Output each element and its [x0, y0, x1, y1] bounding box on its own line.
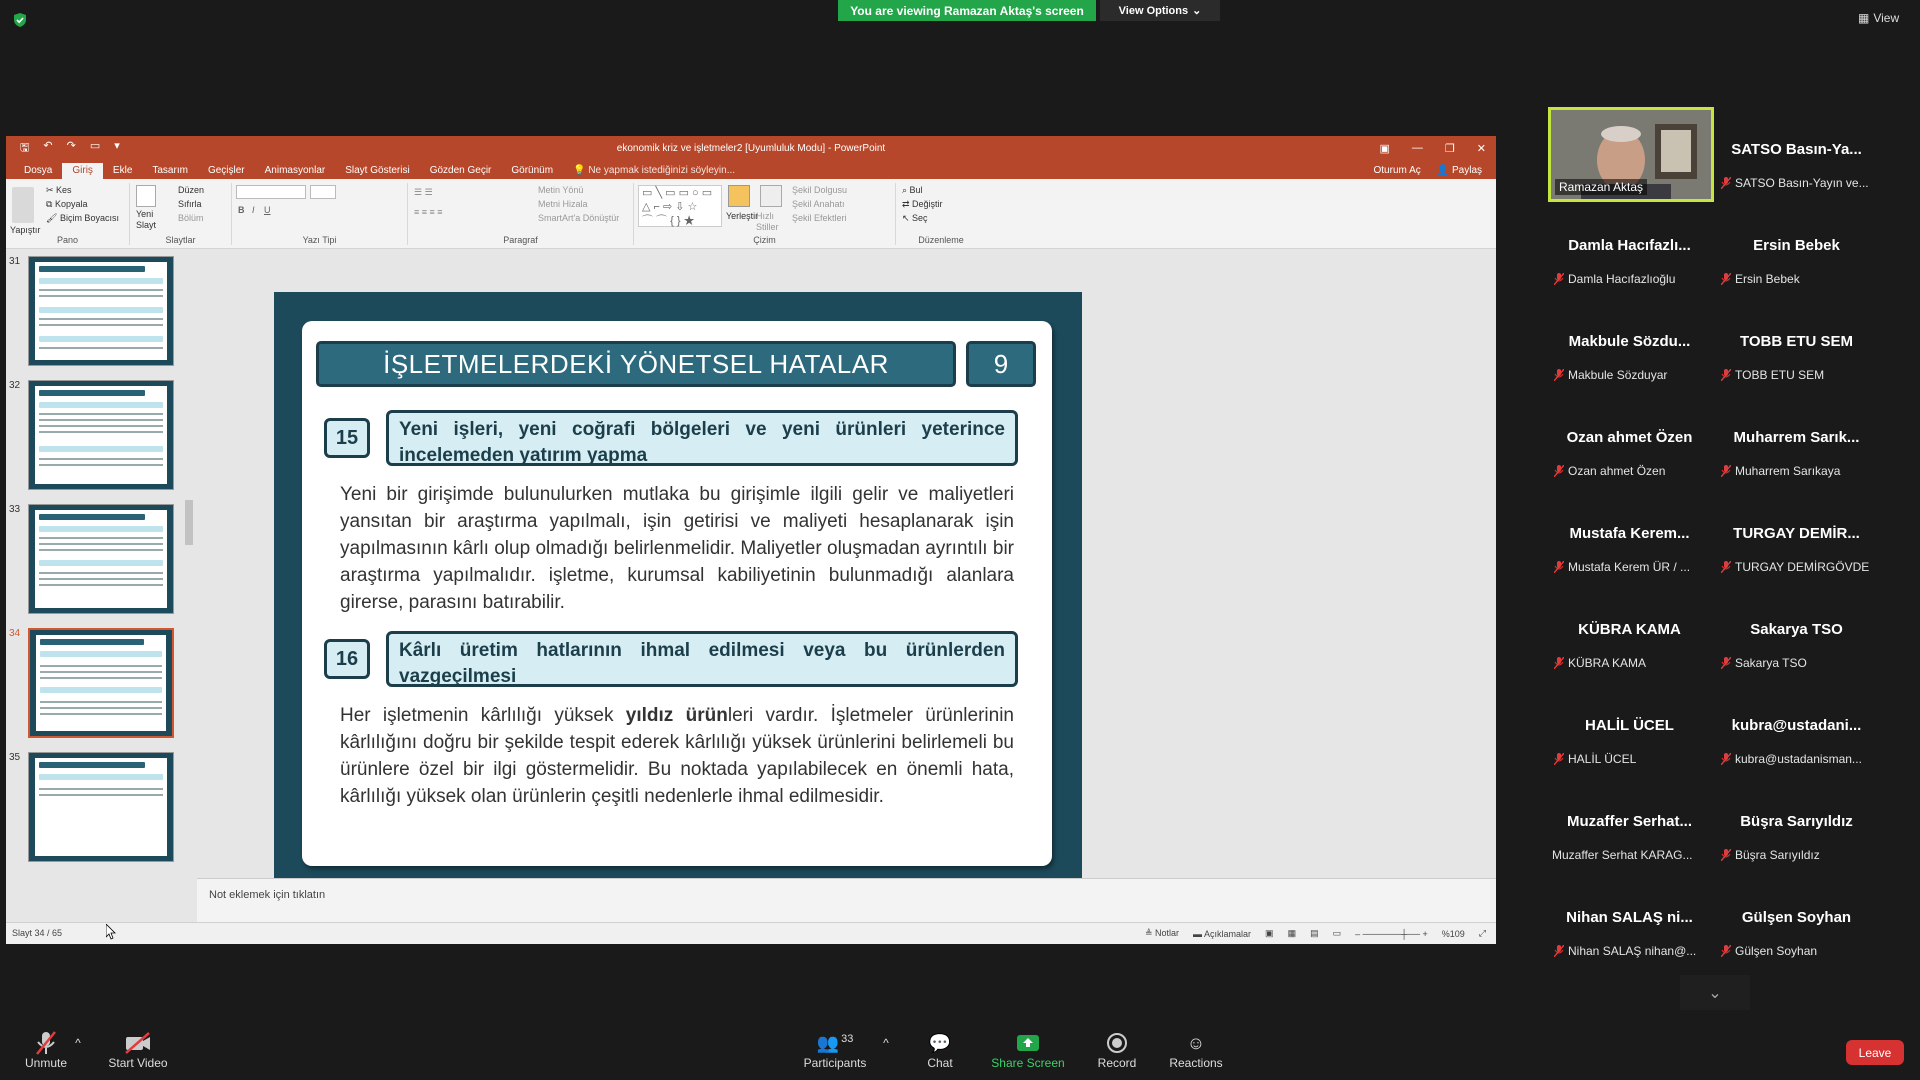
participant-name-label: Nihan SALAŞ nihan@... [1568, 944, 1697, 958]
normal-view-icon[interactable]: ▣ [1265, 928, 1274, 938]
participant-name-label: kubra@ustadanisman... [1735, 752, 1862, 766]
participant-display-name: KÜBRA KAMA [1578, 621, 1681, 638]
mic-muted-icon [1721, 369, 1731, 381]
slideshow-icon[interactable]: ▭ [89, 140, 101, 152]
mic-muted-icon [1721, 657, 1731, 669]
sorter-view-icon[interactable]: ▦ [1287, 928, 1297, 938]
thumbnail-number: 35 [9, 752, 21, 763]
thumbnail-number-selected: 34 [9, 628, 21, 639]
shape-outline-button[interactable]: Şekil Anahatı [792, 199, 845, 209]
participant-display-name: Muzaffer Serhat... [1566, 813, 1693, 830]
smiley-icon: ☺ [1186, 1032, 1206, 1053]
brush-icon: 🖌 [46, 213, 60, 223]
participant-display-name: TOBB ETU SEM [1739, 333, 1854, 350]
comment-icon: ▬ [1193, 928, 1205, 939]
participant-tile[interactable] [1548, 491, 1711, 580]
mic-muted-icon [1721, 273, 1731, 285]
new-slide-button[interactable]: Yeni Slayt [136, 209, 157, 230]
start-video-label: Start Video [108, 1056, 168, 1070]
bold-icon[interactable]: B [238, 205, 245, 215]
tab-file[interactable]: Dosya [24, 165, 53, 176]
text-direction-button[interactable]: Metin Yönü [538, 185, 584, 195]
editing-group-label: Düzenleme [918, 235, 964, 245]
leave-button[interactable]: Leave [1846, 1040, 1904, 1065]
notes-toggle[interactable] [1145, 928, 1179, 939]
video-off-icon [123, 1031, 153, 1055]
notes-pane[interactable] [197, 878, 1496, 922]
ribbon-tabs [6, 161, 1496, 179]
participant-display-name: Sakarya TSO [1750, 621, 1843, 638]
thumbnail-number: 31 [9, 256, 21, 267]
slide-thumbnails-pane [6, 250, 196, 922]
notes-label: Notlar [1155, 928, 1180, 938]
thumbnail-number: 33 [9, 504, 21, 515]
view-button-label: View [1873, 11, 1900, 25]
replace-icon: ⇄ [902, 199, 913, 209]
share-button[interactable] [1437, 165, 1482, 176]
comments-toggle[interactable] [1193, 929, 1251, 939]
view-options-label: View Options [1118, 4, 1189, 17]
participant-tile[interactable] [1548, 587, 1711, 676]
mic-muted-icon [1554, 753, 1564, 765]
minimize-icon[interactable]: — [1411, 142, 1423, 154]
layout-button[interactable]: Düzen [178, 185, 205, 195]
align-text-button[interactable]: Metni Hizala [538, 199, 588, 209]
participant-name-label: Muharrem Sarıkaya [1735, 464, 1841, 478]
tell-me-text: Ne yapmak istediğinizi söyleyin... [588, 165, 736, 176]
reactions-label: Reactions [1169, 1056, 1223, 1070]
slides-group-label: Slaytlar [165, 235, 196, 245]
chat-button[interactable] [922, 1030, 958, 1070]
chat-bubble-icon: 💬 [928, 1032, 952, 1053]
participant-display-name: kubra@ustadani... [1731, 717, 1862, 734]
section-button[interactable]: Bölüm [178, 213, 204, 223]
participants-button[interactable] [800, 1030, 870, 1070]
participant-display-name: Mustafa Kerem... [1569, 525, 1690, 542]
mic-muted-icon [1721, 849, 1731, 861]
tab-review[interactable]: Gözden Geçir [429, 165, 492, 176]
gallery-next-page-button[interactable] [1680, 975, 1750, 1010]
slide-counter: Slayt 34 / 65 [12, 928, 63, 938]
participant-gallery [1548, 107, 1878, 977]
record-button[interactable] [1090, 1030, 1144, 1070]
share-screen-button[interactable] [990, 1030, 1066, 1070]
align-icons[interactable]: ≡ ≡ ≡ ≡ [414, 207, 443, 217]
participant-display-name: SATSO Basın-Ya... [1731, 141, 1862, 158]
record-label: Record [1097, 1056, 1137, 1070]
tab-insert[interactable]: Ekle [112, 165, 133, 176]
slide-thumbnail-34-selected[interactable] [28, 628, 174, 738]
status-bar [6, 922, 1496, 944]
paragraph-group [408, 183, 634, 245]
font-group-label: Yazı Tipi [302, 235, 337, 245]
replace-button[interactable] [902, 199, 943, 210]
powerpoint-window [6, 136, 1496, 944]
mic-muted-icon [1554, 369, 1564, 381]
zoom-toolbar [0, 1020, 1920, 1080]
comments-label: Açıklamalar [1204, 928, 1252, 939]
mic-muted-icon [1721, 177, 1731, 189]
find-label: Bul [909, 185, 923, 195]
slide-content-card [302, 321, 1052, 866]
cut-label: Kes [56, 185, 72, 195]
mic-muted-icon [1721, 561, 1731, 573]
slide-title: İŞLETMELERDEKİ YÖNETSEL HATALAR [316, 341, 956, 387]
grid-icon: ▦ [1858, 11, 1870, 25]
format-painter-button[interactable] [46, 213, 119, 224]
participant-name-label: HALİL ÜCEL [1568, 752, 1637, 766]
tab-view[interactable]: Görünüm [511, 165, 554, 176]
slide-thumbnail-35[interactable] [28, 752, 174, 862]
shapes-gallery[interactable]: ▭ ╲ ▭ ▭ ○ ▭ △ ⌐ ⇨ ⇩ ☆ ⌒ ⌒ { } ★ [638, 185, 722, 227]
copy-label: Kopyala [54, 199, 88, 209]
mic-muted-icon [1721, 465, 1731, 477]
start-video-button[interactable] [106, 1030, 170, 1070]
participant-tile[interactable] [1715, 587, 1878, 676]
slideshow-view-icon[interactable]: ▭ [1332, 928, 1342, 938]
quick-styles-icon[interactable] [760, 185, 782, 207]
participant-display-name: Ozan ahmet Özen [1566, 429, 1693, 446]
viewing-screen-banner: You are viewing Ramazan Aktaş's screen [838, 0, 1096, 21]
participants-count: 33 [841, 1033, 854, 1045]
chevron-down-icon: ⌄ [1708, 984, 1722, 1002]
participant-display-name: Makbule Sözdu... [1568, 333, 1691, 350]
participant-name-label: Ersin Bebek [1735, 272, 1800, 286]
paste-button[interactable]: Yapıştır [10, 225, 41, 235]
cursor-icon: ↖ [902, 213, 913, 223]
quick-styles-button[interactable]: Hızlı Stiller [756, 211, 779, 232]
undo-icon[interactable]: ↶ [43, 140, 53, 152]
item-paragraph [340, 702, 1014, 810]
shape-effects-button[interactable]: Şekil Efektleri [792, 213, 847, 223]
new-slide-icon[interactable] [136, 185, 156, 207]
view-options-button[interactable] [1100, 0, 1220, 21]
format-painter-label: Biçim Boyacısı [59, 213, 119, 223]
participant-tile[interactable] [1715, 395, 1878, 484]
thumbnail-number: 32 [9, 380, 21, 391]
current-slide[interactable] [274, 292, 1082, 900]
item-heading: Yeni işleri, yeni coğrafi bölgeleri ve yeni ürünleri yeterince incelemeden yatırım yapma [386, 410, 1018, 466]
share-screen-label: Share Screen [991, 1056, 1065, 1070]
participant-name-label: Büşra Sarıyıldız [1735, 848, 1820, 862]
participant-name-label: TURGAY DEMİRGÖVDE [1735, 560, 1870, 574]
participants-label: Participants [803, 1056, 867, 1070]
participant-tile[interactable] [1715, 779, 1878, 868]
scrollbar-thumb[interactable] [185, 500, 193, 545]
tab-animations[interactable]: Animasyonlar [264, 165, 326, 176]
paragraph-text: leri vardır. İşletmeler ürünlerinin kârlılığını doğru bir şekilde tespit ederek kârlılığı yüksek ürünlerini belirlemeli bu ürünlere özel bir ilgi göstermelidir. Bu noktada yapılabilecek en önemli hata, kârlılığı yüksek olan ürünlerin çeşitli nedenlerle ihmal edilmesidir. [340, 705, 1014, 807]
font-size-input[interactable] [310, 185, 336, 199]
ppt-window-title: ekonomik kriz ve işletmeler2 [Uyumluluk Modu] - PowerPoint [616, 143, 886, 154]
cut-button[interactable] [46, 185, 72, 196]
select-label: Seç [912, 213, 928, 223]
mic-muted-icon [1721, 945, 1731, 957]
participant-name-label: Sakarya TSO [1735, 656, 1807, 670]
paste-icon[interactable] [12, 187, 34, 223]
tab-home[interactable]: Giriş [62, 163, 103, 179]
participant-display-name: Gülşen Soyhan [1741, 909, 1852, 926]
slide-section-number: 9 [966, 341, 1036, 387]
restore-icon[interactable]: ❐ [1444, 143, 1455, 155]
view-button[interactable] [1858, 11, 1899, 25]
record-icon [1106, 1032, 1128, 1054]
copy-button[interactable] [46, 199, 87, 210]
slide-thumbnail-31[interactable] [28, 256, 174, 366]
find-button[interactable] [902, 185, 923, 196]
mic-muted-icon [1554, 465, 1564, 477]
tell-me-box[interactable] [563, 163, 745, 179]
participant-tile[interactable] [1715, 203, 1878, 292]
scissors-icon: ✂ [46, 185, 57, 195]
replace-label: Değiştir [912, 199, 943, 209]
participant-display-name: HALİL ÜCEL [1585, 717, 1674, 734]
tab-transitions[interactable]: Geçişler [207, 165, 245, 176]
item-heading: Kârlı üretim hatlarının ihmal edilmesi veya bu ürünlerden vazgeçilmesi [386, 631, 1018, 687]
people-icon: 👥 [816, 1032, 840, 1053]
participant-tile[interactable] [1548, 299, 1711, 388]
participant-display-name: Damla Hacıfazlı... [1568, 237, 1691, 254]
item-number-badge: 16 [324, 639, 370, 679]
arrange-button[interactable]: Yerleştir [726, 211, 759, 221]
participant-name-label: Mustafa Kerem ÜR / ... [1568, 560, 1691, 574]
zoom-slider[interactable]: – ──────┼── + [1355, 928, 1428, 939]
paragraph-bold-text: yıldız ürün [625, 705, 728, 726]
participant-name: Ramazan Aktaş [1555, 179, 1647, 195]
participant-display-name: Muharrem Sarık... [1733, 429, 1860, 446]
mic-muted-icon [1554, 657, 1564, 669]
slides-group [130, 183, 232, 245]
ribbon-display-icon[interactable]: ▣ [1379, 143, 1390, 155]
sign-in-link[interactable]: Oturum Aç [1373, 165, 1421, 176]
paragraph-text: Her işletmenin kârlılığı yüksek [340, 705, 626, 726]
tab-slideshow[interactable]: Slayt Gösterisi [345, 165, 410, 176]
notes-icon: ≜ [1144, 928, 1155, 938]
underline-icon[interactable]: U [264, 205, 271, 215]
ribbon [6, 179, 1496, 249]
zoom-top-bar [0, 0, 1920, 25]
font-group [232, 183, 408, 245]
editing-group [896, 183, 986, 245]
select-button[interactable] [902, 213, 928, 224]
copy-icon: ⧉ [46, 199, 55, 209]
participant-tile[interactable] [1548, 395, 1711, 484]
share-screen-icon [1016, 1033, 1040, 1053]
participant-tile[interactable] [1715, 491, 1878, 580]
item-paragraph: Yeni bir girişimde bulunulurken mutlaka bu girişimle ilgili gelir ve maliyetleri yansıtan bir araştırma yapılmalı, işin getirisi ve maliyeti hesaplanarak işin yapılmasının kârlı olup olmadığı belirlenmelidir. Maliyetler oluşmadan ayrıntılı bir araştırma yapılmalıdır. işletme, kurumsal kabiliyetinin bulunmadığı alanlara girerse, parasını batırabilir. [340, 484, 1014, 613]
mic-muted-icon [1554, 561, 1564, 573]
bullets-icon[interactable]: ☰ ☰ [414, 187, 433, 197]
participant-display-name: TURGAY DEMİR... [1733, 525, 1860, 542]
save-icon[interactable]: 🖫 [20, 142, 30, 154]
mic-muted-icon [1554, 273, 1564, 285]
ppt-title-bar [6, 136, 1496, 161]
shape-fill-button[interactable]: Şekil Dolgusu [792, 185, 848, 195]
item-number-badge: 15 [324, 418, 370, 458]
zoom-level[interactable]: %109 [1441, 928, 1465, 939]
participant-tile[interactable] [1715, 107, 1878, 196]
participant-name-label: Gülşen Soyhan [1735, 944, 1818, 958]
redo-icon[interactable]: ↷ [66, 140, 76, 152]
lightbulb-icon: 💡 [573, 165, 589, 176]
participant-name-label: Ozan ahmet Özen [1568, 464, 1666, 478]
participant-name-label: Damla Hacıfazlıoğlu [1568, 272, 1676, 286]
font-name-input[interactable] [236, 185, 306, 199]
participant-display-name: Nihan SALAŞ ni... [1566, 909, 1693, 926]
clipboard-group [6, 183, 130, 245]
smartart-button[interactable]: SmartArt'a Dönüştür [538, 213, 620, 223]
customize-icon[interactable]: ▾ [114, 140, 120, 152]
reset-button[interactable]: Sıfırla [178, 199, 202, 209]
drawing-group-label: Çizim [753, 235, 776, 245]
participants-options-caret[interactable]: ^ [883, 1036, 889, 1050]
participant-name-label: SATSO Basın-Yayın ve... [1735, 176, 1869, 190]
search-icon: ⌕ [902, 185, 910, 195]
clipboard-group-label: Pano [56, 235, 79, 245]
paragraph-group-label: Paragraf [503, 235, 538, 245]
mouse-cursor-icon [106, 924, 116, 940]
slide-thumbnail-32[interactable] [28, 380, 174, 490]
tab-design[interactable]: Tasarım [152, 165, 188, 176]
slide-thumbnail-33[interactable] [28, 504, 174, 614]
audio-options-caret[interactable]: ^ [75, 1036, 81, 1050]
mic-muted-icon [1554, 945, 1564, 957]
mic-muted-icon [34, 1030, 58, 1056]
thumbnails-scrollbar[interactable] [182, 250, 196, 922]
share-label: Paylaş [1451, 165, 1482, 176]
participant-tile[interactable] [1548, 875, 1711, 964]
italic-icon[interactable]: I [252, 205, 255, 215]
participant-tile[interactable] [1715, 299, 1878, 388]
slide-scrollbar[interactable] [1482, 250, 1496, 878]
arrange-icon[interactable] [728, 185, 750, 207]
participant-tile[interactable] [1548, 779, 1711, 868]
participant-name-label: TOBB ETU SEM [1735, 368, 1825, 382]
participant-name-label: KÜBRA KAMA [1568, 656, 1647, 670]
fit-slide-icon[interactable]: ⤢ [1478, 928, 1486, 938]
participant-tile[interactable] [1548, 683, 1711, 772]
drawing-group [634, 183, 896, 245]
mic-muted-icon [1721, 753, 1731, 765]
chat-label: Chat [927, 1056, 953, 1070]
reading-view-icon[interactable]: ▤ [1310, 928, 1319, 938]
participant-tile[interactable] [1548, 203, 1711, 292]
close-icon[interactable]: ✕ [1476, 143, 1486, 155]
chevron-down-icon: ⌄ [1192, 5, 1202, 17]
notes-placeholder: Not eklemek için tıklatın [209, 889, 326, 901]
participant-tile[interactable] [1715, 875, 1878, 964]
participant-tile[interactable] [1715, 683, 1878, 772]
participant-name-label: Muzaffer Serhat KARAG... [1552, 848, 1693, 862]
person-icon: 👤 [1436, 165, 1450, 176]
unmute-label: Unmute [24, 1056, 68, 1070]
unmute-button[interactable] [22, 1030, 70, 1070]
participant-name-label: Makbule Sözduyar [1568, 368, 1668, 382]
participant-display-name: Büşra Sarıyıldız [1740, 813, 1853, 830]
reactions-button[interactable] [1164, 1030, 1228, 1070]
participant-display-name: Ersin Bebek [1753, 237, 1840, 254]
security-shield-icon[interactable] [12, 12, 28, 28]
